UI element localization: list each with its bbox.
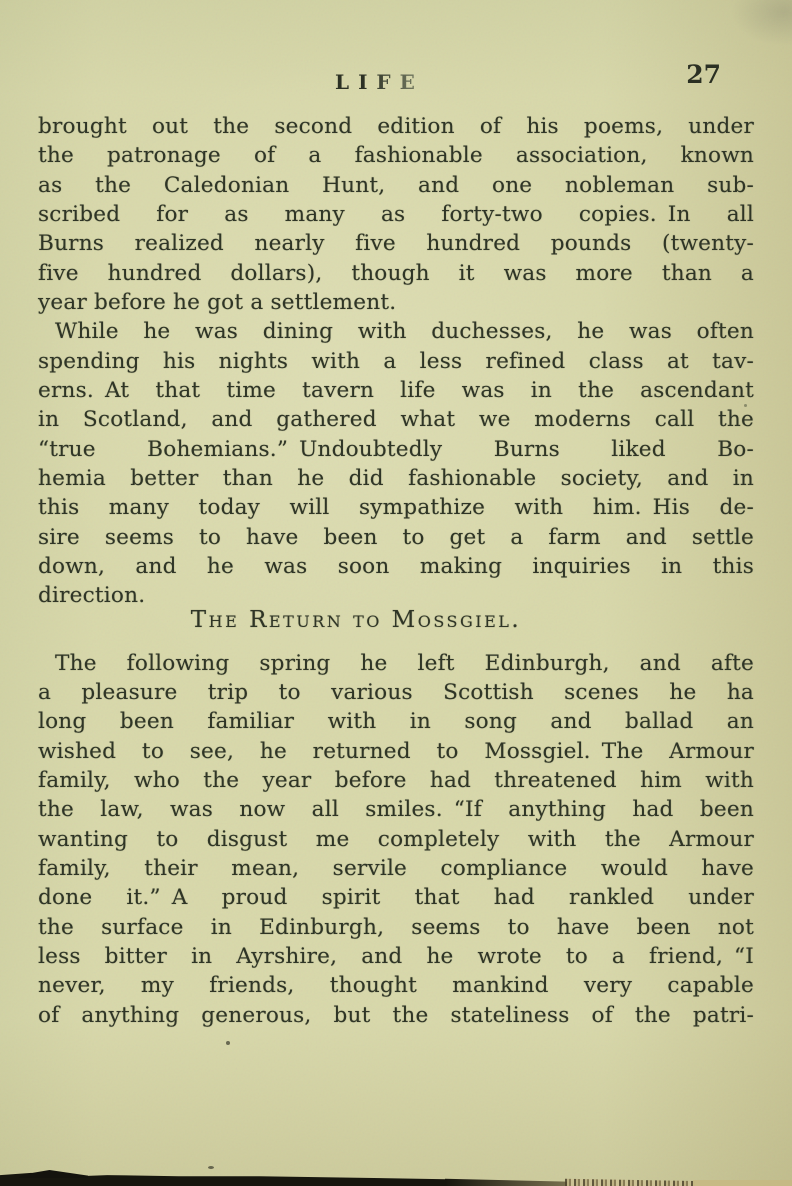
ink-speck — [208, 1166, 214, 1169]
text-line: erns. At that time tavern life was in the ascendant — [38, 377, 754, 403]
text-line: wished to see, he returned to Mossgiel. The Armour — [38, 738, 754, 764]
text-line: family, who the year before had threatened him with — [38, 767, 754, 793]
text-line: a pleasure trip to various Scottish scenes he ha — [38, 679, 754, 705]
text-line: five hundred dollars), though it was more than a — [38, 260, 754, 286]
text-line: The following spring he left Edinburgh, and afte — [55, 650, 754, 676]
text-line: the surface in Edinburgh, seems to have been not — [38, 914, 754, 940]
text-line: spending his nights with a less refined class at tav- — [38, 348, 754, 374]
bottom-edge-tan-strip — [693, 1180, 792, 1186]
section-heading: The Return to Mossgiel. — [190, 606, 522, 633]
text-line: year before he got a settlement. — [38, 289, 397, 315]
text-line: in Scotland, and gathered what we moderns call the — [38, 407, 754, 433]
page-number: 27 — [686, 60, 721, 89]
bottom-edge-wedge — [18, 1170, 88, 1178]
text-line: “true Bohemians.” Undoubtedly Burns liked Bo- — [38, 436, 754, 462]
bottom-edge-tail — [445, 1178, 567, 1186]
paragraph-2 — [38, 317, 754, 610]
page-text-block — [38, 112, 754, 1030]
text-line: done it.” A proud spirit that had rankled under — [38, 885, 754, 911]
text-line: sire seems to have been to get a farm and settle — [38, 524, 754, 550]
ink-speck — [744, 404, 747, 407]
running-header-title: LIFE — [335, 70, 424, 94]
page-fore-edge-streaks — [565, 1177, 695, 1186]
running-header — [38, 60, 754, 102]
text-line: hemia better than he did fashionable society, and in — [38, 465, 754, 491]
text-line: as the Caledonian Hunt, and one nobleman sub- — [38, 172, 754, 198]
text-line: wanting to disgust me completely with the Armour — [38, 826, 754, 852]
ink-speck — [226, 1041, 230, 1045]
text-line: never, my friends, thought mankind very capable — [38, 973, 754, 999]
text-line: brought out the second edition of his poems, under — [38, 114, 754, 139]
text-line: the patronage of a fashionable association, known — [38, 143, 754, 169]
text-line: down, and he was soon making inquiries in this — [38, 553, 754, 579]
text-line: of anything generous, but the stateliness of the patri- — [38, 1002, 754, 1028]
text-line: less bitter in Ayrshire, and he wrote to a friend, “I — [38, 943, 754, 969]
text-line: direction. — [38, 583, 146, 609]
text-line: family, their mean, servile compliance would have — [38, 855, 754, 881]
text-line: Burns realized nearly five hundred pounds (twenty- — [38, 231, 754, 257]
paragraph-1 — [38, 112, 754, 317]
text-line: scribed for as many as forty-two copies. In all — [38, 201, 754, 227]
text-line: While he was dining with duchesses, he was often — [55, 319, 754, 345]
text-line: the law, was now all smiles. “If anything had been — [38, 797, 754, 823]
text-line: long been familiar with in song and ballad an — [38, 709, 754, 735]
paragraph-3 — [38, 649, 754, 1030]
text-line: this many today will sympathize with him. His de- — [38, 495, 754, 521]
